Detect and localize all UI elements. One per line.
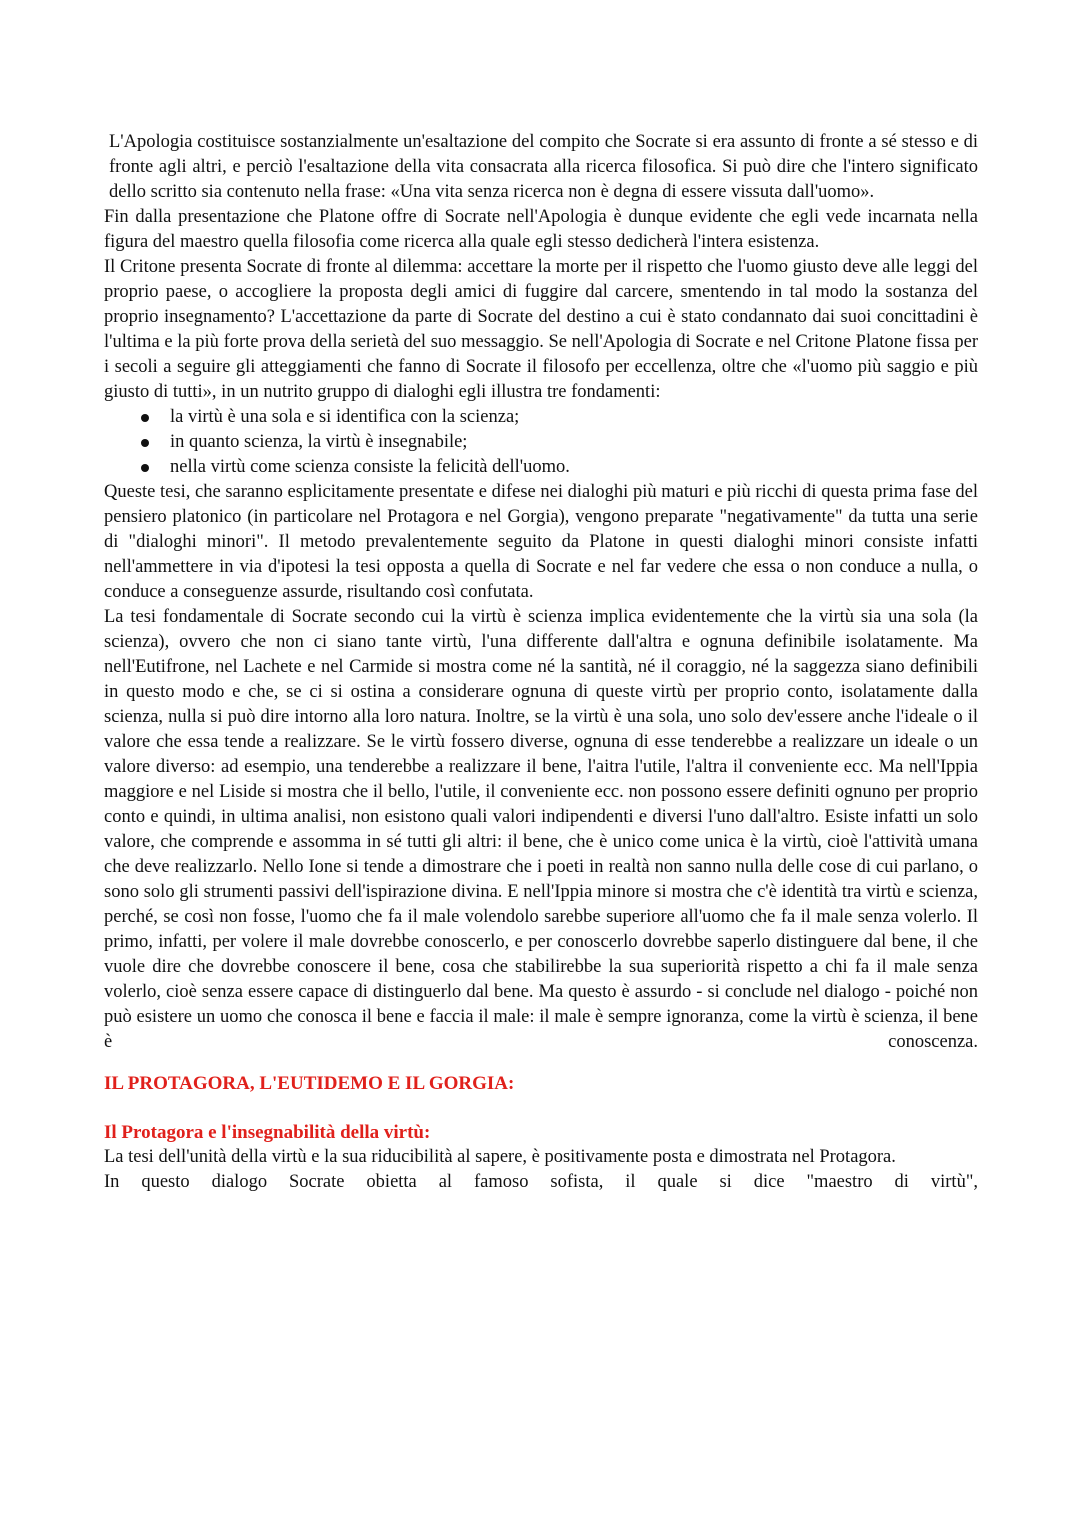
paragraph-dialogo: In questo dialogo Socrate obietta al famoso sofista, il quale si dice "maestro di virtù", — [104, 1172, 978, 1192]
paragraph-tesi: Queste tesi, che saranno esplicitamente presentate e difese nei dialoghi più maturi e più ricchi di questa prima fase del pensiero platonico (in particolare nel Protagora e nel Gorgia), vengono preparate "negativamente" da tutta una serie di "dialoghi minori". Il metodo prevalentemente seguito da Platone in questi dialoghi minori consiste infatti nell'ammettere in via d'ipotesi la tesi opposta a quella di Socrate e nel far vedere che essa o non conduce a nulla, o conduce a conseguenze assurde, risultando così confutata. — [104, 482, 978, 602]
paragraph-protagora: La tesi dell'unità della virtù e la sua riducibilità al sapere, è positivamente posta e dimostrata nel Protagora. — [104, 1147, 896, 1167]
paragraph-presentazione: Fin dalla presentazione che Platone offre di Socrate nell'Apologia è dunque evidente che egli vede incarnata nella figura del maestro quella filosofia come ricerca alla quale egli stesso dedicherà l'intera esistenza. — [104, 207, 978, 252]
list-item: in quanto scienza, la virtù è insegnabile; — [170, 430, 978, 455]
list-item: nella virtù come scienza consiste la felicità dell'uomo. — [170, 455, 978, 480]
paragraph-apologia: L'Apologia costituisce sostanzialmente un'esaltazione del compito che Socrate si era assunto di fronte a sé stesso e di fronte agli altri, e perciò l'esaltazione della vita consacrata alla ricerca filosofica. Si può dire che l'intero significato dello scritto sia contenuto nella frase: «Una vita senza ricerca non è degna di essere vissuta dall'uomo». — [109, 132, 978, 202]
paragraph-virtu-scienza: La tesi fondamentale di Socrate secondo cui la virtù è scienza implica evidentemente che la virtù sia una sola (la scienza), ovvero che non ci siano tante virtù, l'una differente dall'altra e ognuna definibile isolatamente. Ma nell'Eutifrone, nel Lachete e nel Carmide si mostra come né la santità, né il coraggio, né la saggezza siano definibili in questo modo e che, se ci si ostina a considerare ognuna di queste virtù per proprio conto, isolatamente dalla scienza, nulla si può dire intorno alla loro natura. Inoltre, se la virtù è una sola, uno solo dev'essere anche l'ideale o il valore che essa tende a realizzare. Se le virtù fossero diverse, ognuna di esse tenderebbe a realizzare un ideale o un valore diverso: ad esempio, una tenderebbe a realizzare il bene, l'aitra l'utile, l'altra il conveniente ecc. Ma nell'Ippia maggiore e nel Liside si mostra che il bello, l'utile, il conveniente ecc. non possono essere definiti ognuno per proprio conto e quindi, in ultima analisi, non esistono quali valori indipendenti e diversi l'uno dall'altro. Esiste infatti un solo valore, che comprende e assomma in sé tutti gli altri: il bene, che è unico come unica è la virtù, cioè l'attività umana che deve realizzarlo. Nello Ione si tende a dimostrare che i poeti in realtà non sanno nulla delle cose di cui parlano, o sono solo gli strumenti passivi dell'ispirazione divina. E nell'Ippia minore si mostra che c'è identità tra virtù e scienza, perché, se così non fosse, l'uomo che fa il male volendolo sarebbe superiore all'uomo che fa il male senza volerlo. Il primo, infatti, per volere il male dovrebbe conoscerlo, e per conoscerlo dovrebbe saperlo distinguere dal bene, il che vuole dire che dovrebbe conoscere il bene, cosa che stabilirebbe la sua superiorità rispetto a chi fa il male senza volerlo, cioè senza essere capace di distinguerlo dal bene. Ma questo è assurdo - si conclude nel dialogo - poiché non può esistere un uomo che conosca il bene e faccia il male: il male è sempre ignoranza, come la virtù è scienza, il bene è conoscenza. — [104, 607, 978, 1052]
list-item: la virtù è una sola e si identifica con la scienza; — [170, 405, 978, 430]
document-page — [104, 130, 978, 1195]
paragraph-critone: Il Critone presenta Socrate di fronte al dilemma: accettare la morte per il rispetto che l'uomo giusto deve alle leggi del proprio paese, o accogliere la proposta degli amici di fuggire dal carcere, smentendo in tal modo la sostanza del proprio insegnamento? L'accettazione da parte di Socrate del destino a cui è stato condannato dai suoi concittadini è l'ultima e la più forte prova della serietà del suo messaggio. Se nell'Apologia di Socrate e nel Critone Platone fissa per i secoli a seguire gli atteggiamenti che fanno di Socrate il filosofo per eccellenza, oltre che «l'uomo più saggio e più giusto di tutti», in un nutrito gruppo di dialoghi egli illustra tre fondamenti: — [104, 257, 978, 402]
section-heading: IL PROTAGORA, L'EUTIDEMO E IL GORGIA: — [104, 1073, 515, 1094]
subsection-heading: Il Protagora e l'insegnabilità della virtù: — [104, 1122, 431, 1143]
bullet-list — [104, 405, 978, 480]
